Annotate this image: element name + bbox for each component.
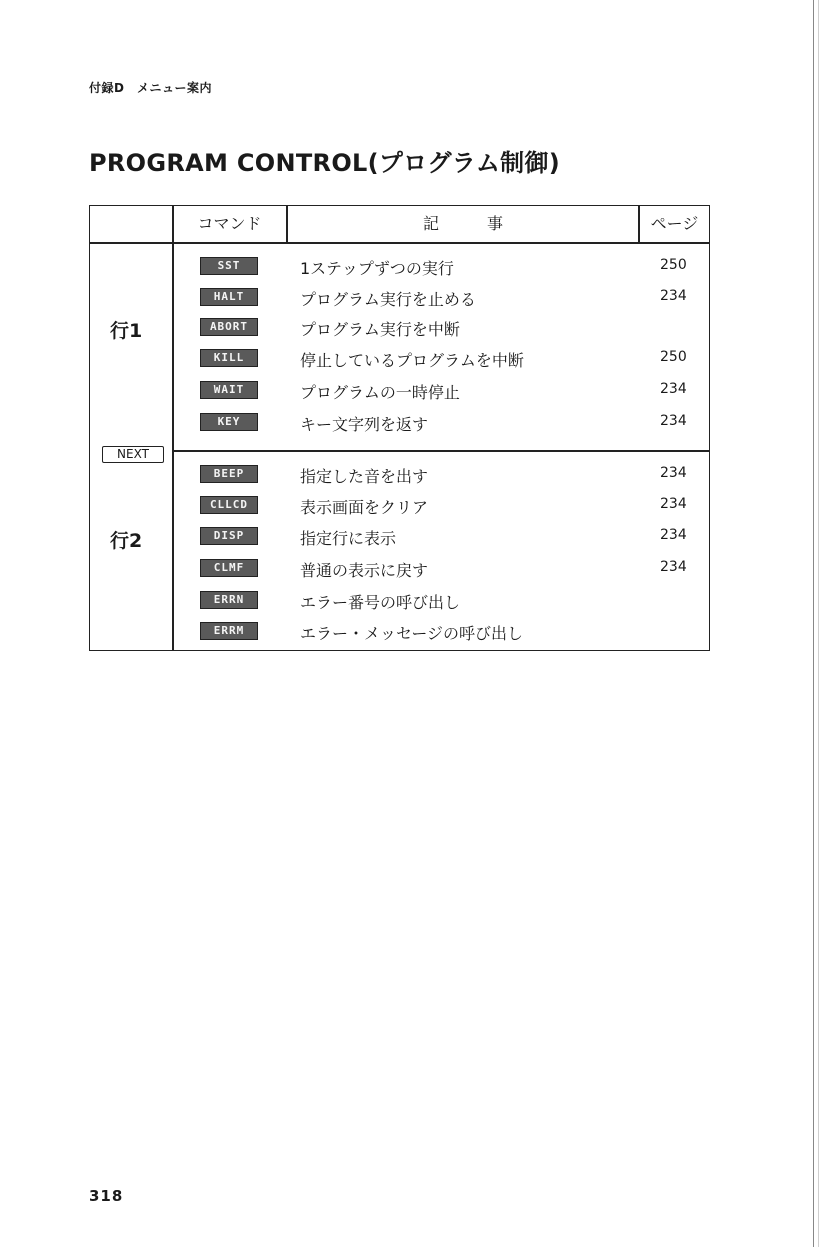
next-key[interactable]: NEXT <box>102 446 164 463</box>
row-description: 1ステップずつの実行 <box>300 259 454 278</box>
row-page-ref: 250 <box>660 257 687 273</box>
row-group-label-2: 行2 <box>110 530 143 552</box>
kill-key[interactable]: KILL <box>200 349 258 367</box>
row-description: プログラム実行を中断 <box>300 320 460 339</box>
row-page-ref: 234 <box>660 381 687 397</box>
group-divider <box>172 450 709 452</box>
errn-key[interactable]: ERRN <box>200 591 258 609</box>
page-spine-shadow <box>818 0 819 1247</box>
row-page-ref: 234 <box>660 527 687 543</box>
row-group-label-1: 行1 <box>110 320 143 342</box>
clmf-key[interactable]: CLMF <box>200 559 258 577</box>
row-page-ref: 250 <box>660 349 687 365</box>
page-number: 318 <box>89 1187 124 1205</box>
beep-key[interactable]: BEEP <box>200 465 258 483</box>
row-description: キー文字列を返す <box>300 415 429 434</box>
header-command: コマンド <box>197 214 262 233</box>
running-head: 付録D メニュー案内 <box>89 81 212 95</box>
header-blank <box>90 206 172 242</box>
errm-key[interactable]: ERRM <box>200 622 258 640</box>
cllcd-key[interactable]: CLLCD <box>200 496 258 514</box>
row-description: エラー・メッセージの呼び出し <box>300 624 524 643</box>
key-key[interactable]: KEY <box>200 413 258 431</box>
page-spine-line <box>813 0 814 1247</box>
row-page-ref: 234 <box>660 413 687 429</box>
col-divider-label <box>172 206 174 650</box>
header-description: 記 事 <box>422 214 503 233</box>
row-description: 表示画面をクリア <box>300 498 429 517</box>
halt-key[interactable]: HALT <box>200 288 258 306</box>
row-description: プログラム実行を止める <box>300 290 476 309</box>
header-rule <box>90 242 709 244</box>
row-description: 普通の表示に戻す <box>300 561 429 580</box>
row-page-ref: 234 <box>660 288 687 304</box>
row-description: 停止しているプログラムを中断 <box>300 351 524 370</box>
row-description: 指定した音を出す <box>300 467 429 486</box>
abort-key[interactable]: ABORT <box>200 318 258 336</box>
row-description: 指定行に表示 <box>300 529 397 548</box>
row-description: プログラムの一時停止 <box>300 383 460 402</box>
section-title: PROGRAM CONTROL(プログラム制御) <box>89 149 561 177</box>
row-page-ref: 234 <box>660 559 687 575</box>
wait-key[interactable]: WAIT <box>200 381 258 399</box>
row-description: エラー番号の呼び出し <box>300 593 461 612</box>
header-page: ページ <box>650 214 699 233</box>
disp-key[interactable]: DISP <box>200 527 258 545</box>
row-page-ref: 234 <box>660 465 687 481</box>
row-page-ref: 234 <box>660 496 687 512</box>
sst-key[interactable]: SST <box>200 257 258 275</box>
command-table <box>89 205 710 651</box>
